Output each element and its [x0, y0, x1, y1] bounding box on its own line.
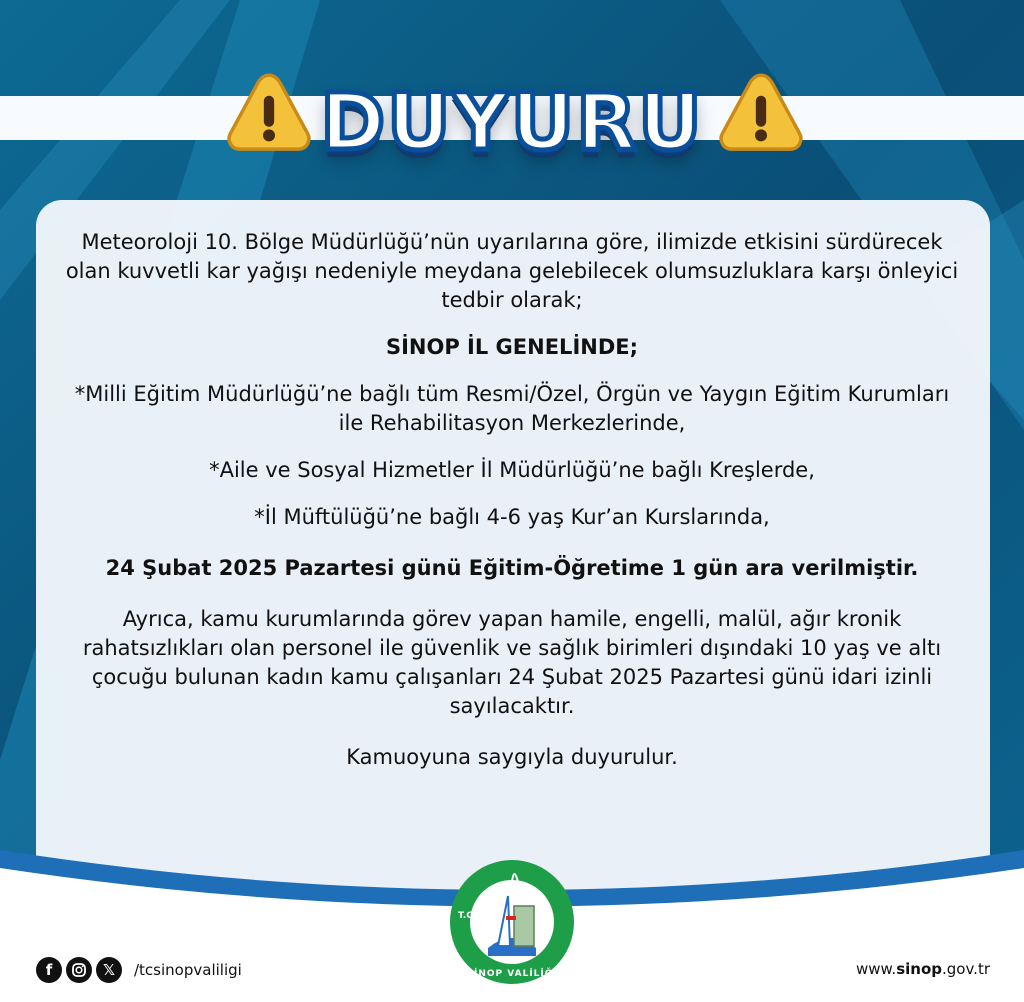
svg-text:SİNOP VALİLİĞİ: SİNOP VALİLİĞİ	[466, 969, 558, 979]
website-link[interactable]: www.sinop.gov.tr	[856, 960, 990, 978]
x-icon[interactable]: 𝕏	[96, 957, 122, 983]
social-handle[interactable]: /tcsinopvaliligi	[134, 961, 242, 979]
list-item: *Aile ve Sosyal Hizmetler İl Müdürlüğü’ne bağlı Kreşlerde,	[209, 458, 815, 482]
instagram-icon[interactable]	[66, 957, 92, 983]
sinop-governorship-logo	[448, 858, 576, 986]
closing-line: Kamuoyuna saygıyla duyurulur.	[346, 745, 678, 769]
additional-paragraph: Ayrıca, kamu kurumlarında görev yapan hamile, engelli, malül, ağır kronik rahatsızlıkları olan personel ile güvenlik ve sağlık birimleri dışındaki 10 yaş ve altı çocuğu bulunan kadın kamu çalışanları 24 Şubat 2025 Pazartesi günü idari izinli sayılacaktır.	[82, 607, 942, 718]
decision-statement: 24 Şubat 2025 Pazartesi günü Eğitim-Öğretime 1 gün ara verilmiştir.	[105, 556, 919, 580]
page-title: DUYURU	[320, 78, 704, 168]
region-heading: SİNOP İL GENELİNDE;	[385, 335, 639, 359]
social-links	[36, 957, 242, 983]
announcement-content	[60, 228, 964, 772]
svg-text:T.C.: T.C.	[458, 911, 477, 921]
facebook-icon[interactable]: f	[36, 957, 62, 983]
intro-paragraph: Meteoroloji 10. Bölge Müdürlüğü’nün uyarılarına göre, ilimizde etkisini sürdürecek olan kuvvetli kar yağışı nedeniyle meydana gelebilecek olumsuzluklara karşı önleyici tedbir olarak;	[65, 230, 959, 312]
list-item: *Milli Eğitim Müdürlüğü’ne bağlı tüm Resmi/Özel, Örgün ve Yaygın Eğitim Kurumları ile Rehabilitasyon Merkezlerinde,	[74, 382, 950, 435]
list-item: *İl Müftülüğü’ne bağlı 4-6 yaş Kur’an Kurslarında,	[254, 505, 770, 529]
